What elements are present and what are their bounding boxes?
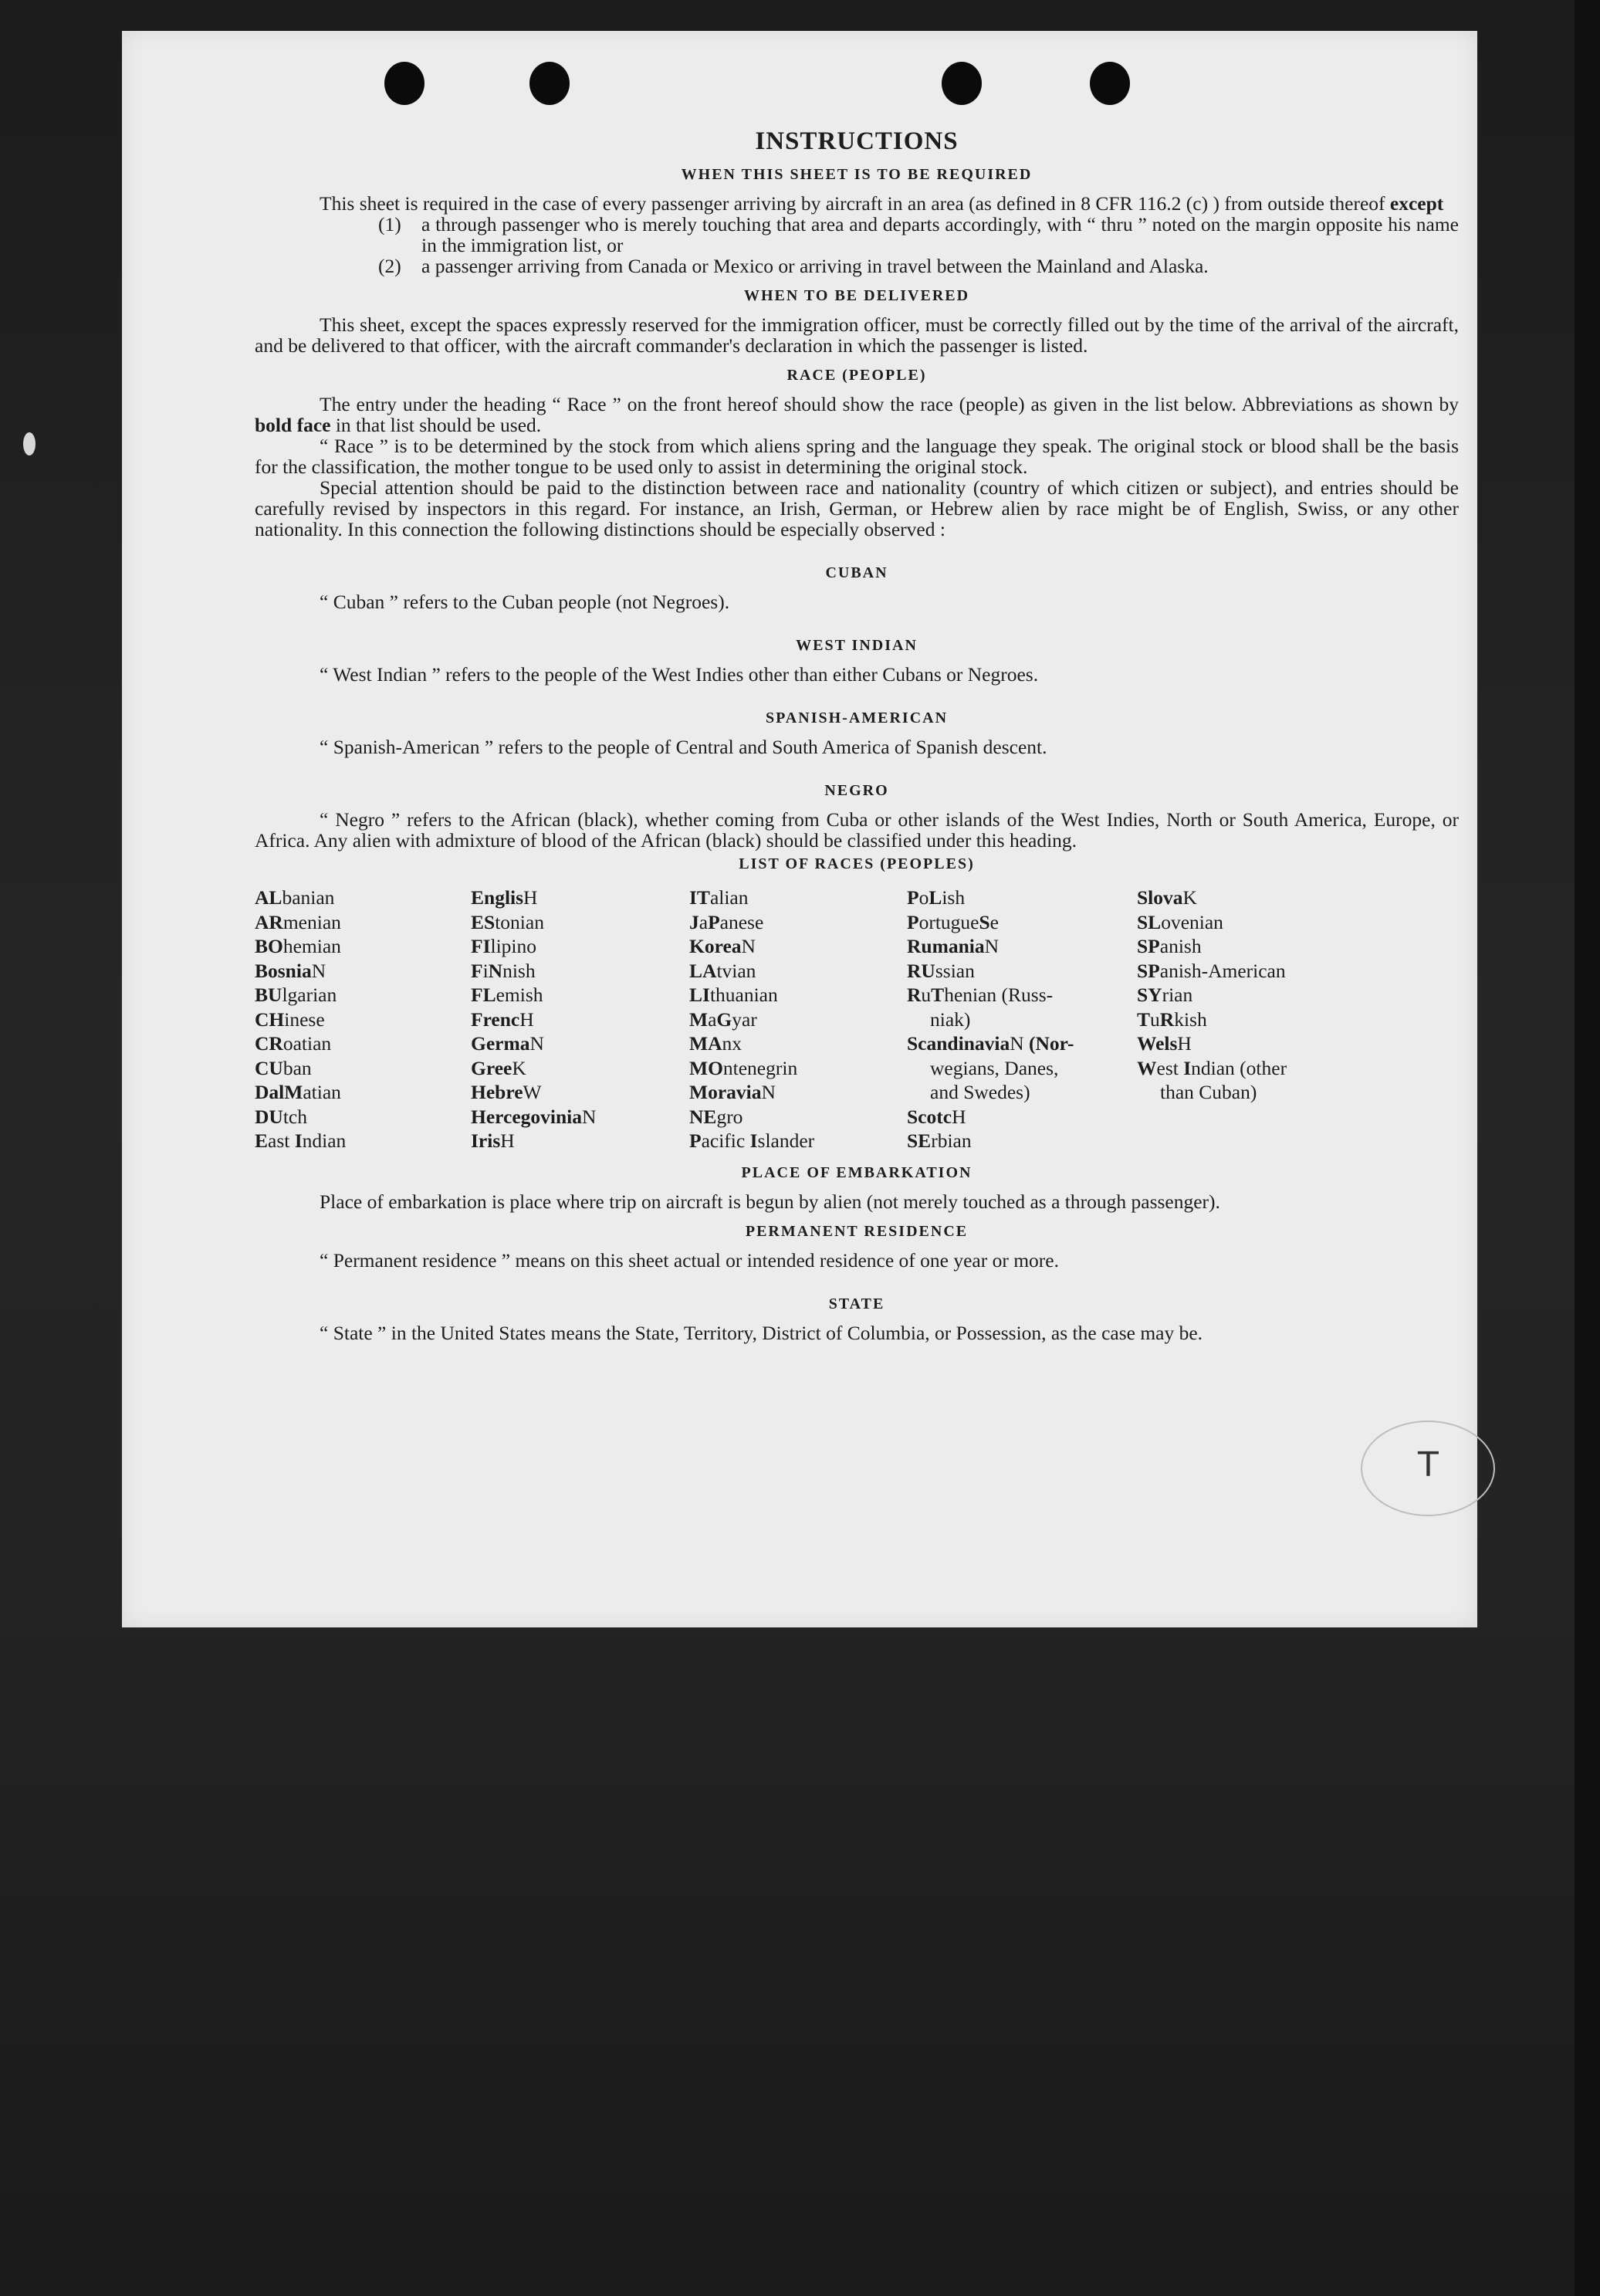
heading-spanish-american: SPANISH-AMERICAN	[765, 709, 949, 726]
race-entry: LIthuanian	[689, 984, 778, 1006]
race-entry: BosniaN	[255, 959, 326, 982]
race-entry: SPanish-American	[1137, 959, 1286, 982]
race-entry: Pacific Islander	[689, 1129, 815, 1152]
races-column-3	[689, 886, 907, 1153]
heading-cuban: CUBAN	[825, 564, 888, 581]
heading-state: STATE	[828, 1295, 885, 1312]
race-entry: SErbian	[907, 1129, 972, 1152]
races-column-4	[907, 886, 1137, 1153]
race-entry: MOntenegrin	[689, 1056, 798, 1079]
paragraph-required: This sheet is required in the case of every passenger arriving by aircraft in an area (as defined in 8 CFR 116.2 (c) ) from outside thereof except	[320, 192, 1444, 215]
punch-hole-4	[1090, 62, 1130, 105]
race-entry: BOhemian	[255, 935, 341, 957]
race-entry: RuThenian (Russ-	[907, 984, 1054, 1006]
race-entry: FrencH	[471, 1007, 534, 1031]
race-entry: and Swedes)	[930, 1081, 1030, 1103]
paragraph-embarkation: Place of embarkation is place where trip on aircraft is begun by alien (not merely touched as a through passenger).	[320, 1190, 1220, 1213]
punch-hole-2	[529, 62, 570, 105]
race-entry: IrisH	[471, 1129, 515, 1152]
paragraph-west-indian: “ West Indian ” refers to the people of the West Indies other than either Cubans or Negroes.	[320, 663, 1039, 686]
race-entry: FIlipino	[471, 935, 537, 957]
paragraph-race-1: The entry under the heading “ Race ” on the front hereof should show the race (people) as given in the list below. Abbreviations as shown by bold face in that list should be used.	[255, 393, 1459, 436]
race-entry: NEgro	[689, 1105, 743, 1128]
punch-hole-1	[384, 62, 425, 105]
paragraph-delivered: This sheet, except the spaces expressly reserved for the immigration officer, must be correctly filled out by the time of the arrival of the aircraft, and be delivered to that officer, with the aircraft commander's declaration in which the passenger is listed.	[255, 313, 1459, 357]
race-entry: SYrian	[1137, 984, 1193, 1006]
race-entry: CUban	[255, 1056, 312, 1079]
race-entry: DalMatian	[255, 1081, 341, 1103]
exception-item: (2) a passenger arriving from Canada or Mexico or arriving in travel between the Mainland and Alaska.	[378, 255, 1209, 277]
exception-item: (1) a through passenger who is merely touching that area and departs accordingly, with “ thru ” noted on the margin opposite his name in the immigration list, or	[378, 213, 1459, 256]
heading-negro: NEGRO	[824, 782, 889, 799]
race-entry: PoLish	[907, 886, 966, 909]
race-entry: ITalian	[689, 886, 749, 909]
race-entry: than Cuban)	[1160, 1081, 1257, 1103]
race-entry: ScandinaviaN (Nor-	[907, 1032, 1074, 1055]
page-title: INSTRUCTIONS	[755, 127, 959, 155]
race-entry: CRoatian	[255, 1032, 332, 1055]
heading-race: RACE (PEOPLE)	[786, 367, 927, 384]
races-list	[255, 886, 1459, 1153]
race-entry: LAtvian	[689, 959, 756, 982]
race-entry: ALbanian	[255, 886, 335, 909]
race-entry: FLemish	[471, 984, 543, 1006]
race-entry: ARmenian	[255, 910, 341, 933]
heading-when-delivered: WHEN TO BE DELIVERED	[743, 287, 970, 304]
heading-when-required: WHEN THIS SHEET IS TO BE REQUIRED	[681, 166, 1033, 183]
races-column-2	[471, 886, 689, 1153]
race-entry: ScotcH	[907, 1105, 966, 1128]
paragraph-negro: “ Negro ” refers to the African (black), whether coming from Cuba or other islands of the West Indies, North or South America, Europe, or Africa. Any alien with admixture of blood of the African (black) should be classified under this heading.	[255, 808, 1459, 852]
scanner-edge	[1575, 0, 1600, 2296]
race-entry: SLovenian	[1137, 910, 1223, 933]
race-entry: MoraviaN	[689, 1081, 776, 1103]
race-entry: West Indian (other	[1137, 1056, 1287, 1079]
heading-list-of-races: LIST OF RACES (PEOPLES)	[739, 855, 975, 872]
race-entry: niak)	[930, 1007, 971, 1031]
document-body	[255, 127, 1459, 1344]
paragraph-spanish-american: “ Spanish-American ” refers to the people of Central and South America of Spanish descent.	[320, 736, 1047, 758]
race-entry: MAnx	[689, 1032, 742, 1055]
race-entry: EStonian	[471, 910, 544, 933]
races-column-1	[255, 886, 471, 1153]
heading-west-indian: WEST INDIAN	[796, 637, 918, 654]
paragraph-race-3: Special attention should be paid to the distinction between race and nationality (country of which citizen or subject), and entries should be carefully revised by inspectors in this regard. For instance, an Irish, German, or Hebrew alien by race might be of English, Swiss, or any other nationality. In this connection the following distinctions should be especially observed :	[255, 476, 1459, 540]
paragraph-residence: “ Permanent residence ” means on this sheet actual or intended residence of one year or more.	[320, 1248, 1059, 1272]
paragraph-race-2: “ Race ” is to be determined by the stock from which aliens spring and the language they speak. The original stock or blood shall be the basis for the classification, the mother tongue to be used only to assist in determining the original stock.	[255, 435, 1459, 478]
race-entry: RUssian	[907, 959, 975, 982]
punch-hole-3	[942, 62, 982, 105]
race-entry: RumaniaN	[907, 935, 1000, 957]
heading-embarkation: PLACE OF EMBARKATION	[741, 1163, 973, 1181]
races-column-5	[1137, 886, 1338, 1153]
race-entry: PortugueSe	[907, 910, 999, 933]
paragraph-state: “ State ” in the United States means the State, Territory, District of Columbia, or Possession, as the case may be.	[320, 1321, 1203, 1344]
race-entry: EnglisH	[471, 886, 538, 909]
race-entry: WelsH	[1137, 1032, 1192, 1055]
race-entry: SlovaK	[1137, 886, 1197, 909]
race-entry: East Indian	[255, 1129, 347, 1152]
scan-artifact	[23, 432, 36, 455]
race-entry: CHinese	[255, 1007, 325, 1031]
race-entry: HercegoviniaN	[471, 1105, 597, 1128]
race-entry: HebreW	[471, 1081, 542, 1103]
race-entry: wegians, Danes,	[930, 1056, 1059, 1079]
heading-residence: PERMANENT RESIDENCE	[745, 1222, 969, 1240]
race-entry: SPanish	[1137, 935, 1202, 957]
race-entry: JaPanese	[689, 910, 764, 933]
race-entry: TuRkish	[1137, 1007, 1207, 1031]
race-entry: GermaN	[471, 1032, 544, 1055]
paragraph-cuban: “ Cuban ” refers to the Cuban people (not Negroes).	[320, 591, 730, 613]
race-entry: MaGyar	[689, 1007, 757, 1031]
race-entry: GreeK	[471, 1056, 526, 1079]
instruction-sheet	[122, 31, 1477, 1627]
race-entry: KoreaN	[689, 935, 756, 957]
race-entry: BUlgarian	[255, 984, 337, 1006]
race-entry: FiNnish	[471, 959, 536, 982]
race-entry: DUtch	[255, 1105, 307, 1128]
handwritten-circle-mark: T	[1361, 1421, 1495, 1516]
